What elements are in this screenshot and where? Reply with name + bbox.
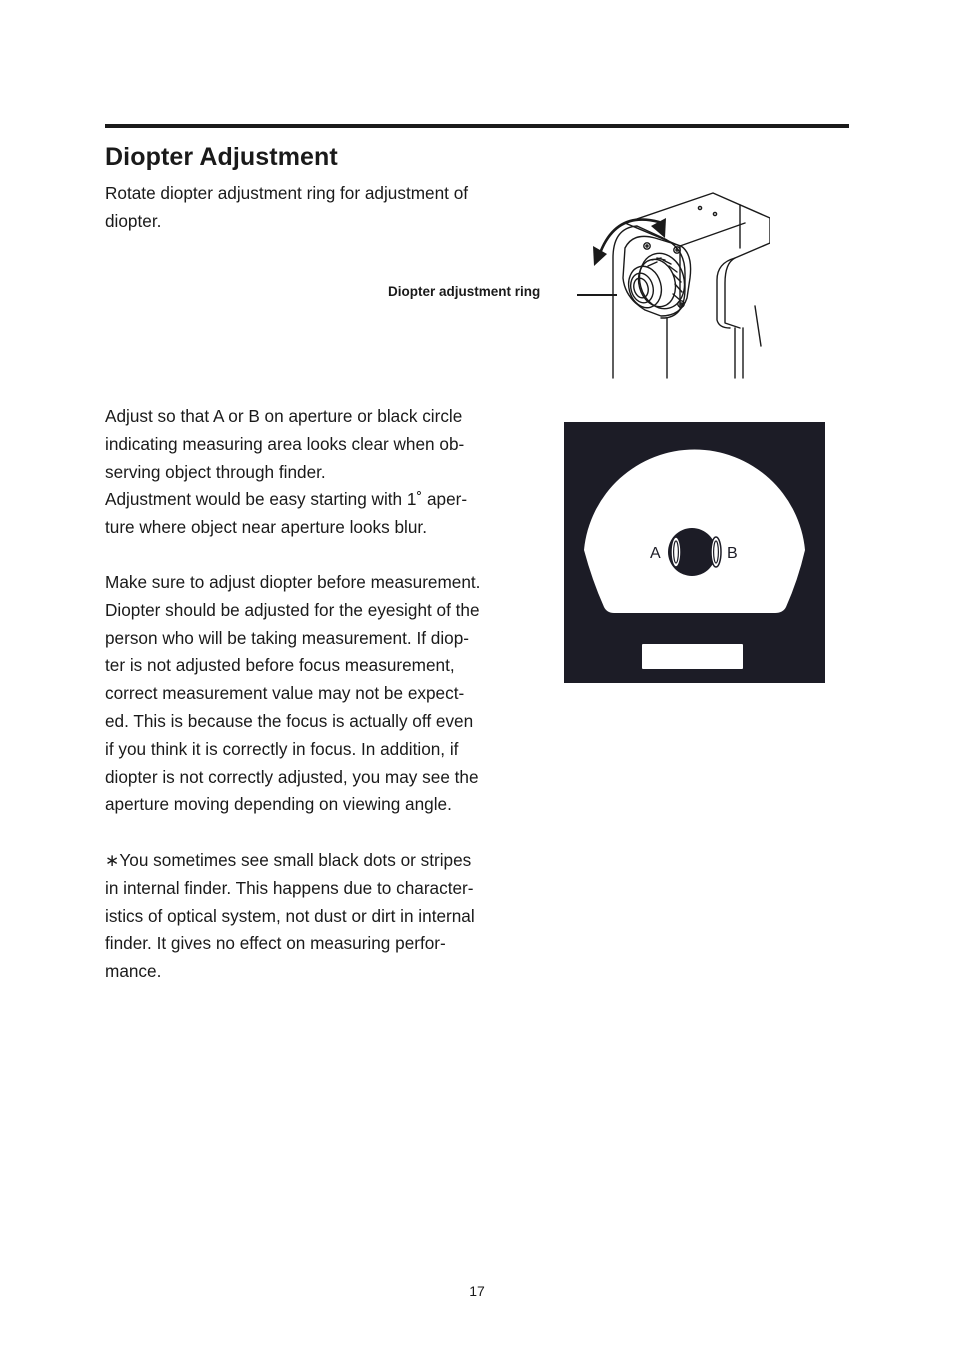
aperture-label-a: A xyxy=(650,545,661,562)
text-line: Diopter should be adjusted for the eyesight of the xyxy=(105,599,480,620)
text-line: Adjust so that A or B on aperture or black circle xyxy=(105,406,463,426)
instrument-illustration xyxy=(585,188,770,380)
text-line: if you think it is correctly in focus. In addition, if xyxy=(105,738,459,759)
text-line: diopter. xyxy=(105,210,162,231)
text-line: ture where object near aperture looks blur. xyxy=(105,517,427,538)
text-line: person who will be taking measurement. If diop- xyxy=(105,627,469,648)
text-line: correct measurement value may not be expect- xyxy=(105,683,465,704)
aperture-adjust-paragraph xyxy=(105,403,525,542)
text-line: mance. xyxy=(105,961,162,982)
text-line: aperture moving depending on viewing angle. xyxy=(105,794,452,815)
text-line: Rotate diopter adjustment ring for adjustment of xyxy=(105,183,469,203)
text-line: diopter is not correctly adjusted, you may see the xyxy=(105,766,479,787)
finder-view-illustration xyxy=(564,422,825,683)
text-line: in internal finder. This happens due to character- xyxy=(105,877,474,898)
section-rule xyxy=(105,124,849,128)
text-line: finder. It gives no effect on measuring perfor- xyxy=(105,933,446,954)
display-window xyxy=(642,644,743,669)
text-line: ed. This is because the focus is actually off even xyxy=(105,710,474,731)
aperture-label-b: B xyxy=(727,545,738,562)
text-line: ∗You sometimes see small black dots or stripes xyxy=(105,850,472,870)
text-line: Adjustment would be easy starting with 1˚ aper- xyxy=(105,489,468,510)
page-title: Diopter Adjustment xyxy=(105,143,338,171)
text-line: istics of optical system, not dust or dirt in internal xyxy=(105,905,475,926)
intro-paragraph xyxy=(105,180,525,236)
text-line: Make sure to adjust diopter before measurement. xyxy=(105,572,481,592)
text-line: serving object through finder. xyxy=(105,461,326,482)
diopter-warning-paragraph xyxy=(105,569,525,819)
finder-note-paragraph xyxy=(105,847,525,986)
text-line: ter is not adjusted before focus measurement, xyxy=(105,655,455,676)
text-line: indicating measuring area looks clear when ob- xyxy=(105,433,465,454)
page-number: 17 xyxy=(469,1283,485,1299)
diopter-ring-label: Diopter adjustment ring xyxy=(388,284,541,299)
